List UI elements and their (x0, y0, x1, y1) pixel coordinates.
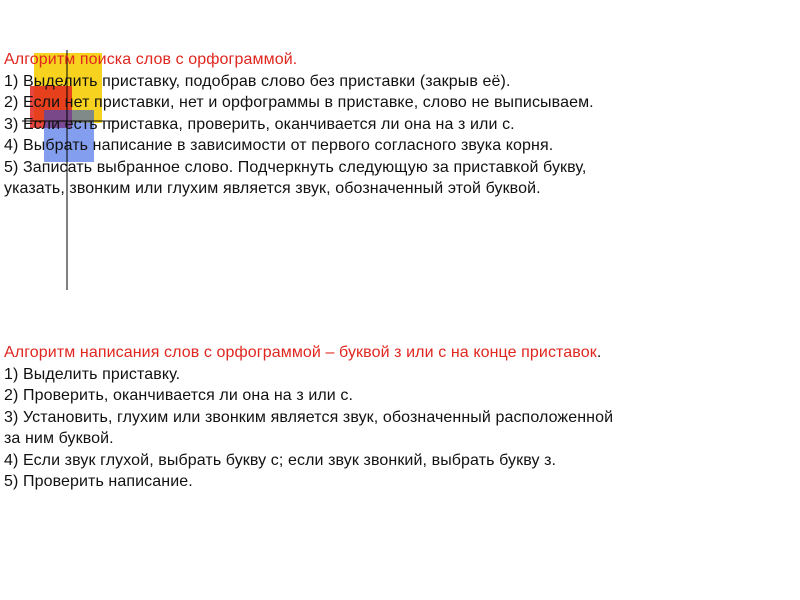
section2-title-line (4, 342, 613, 364)
section2-step-5: 5) Проверить написание. (4, 473, 193, 490)
algorithm-search-section (4, 49, 594, 200)
section2-step-3-cont: за ним буквой. (4, 430, 114, 447)
section2-step-3: 3) Установить, глухим или звонким является звук, обозначенный расположенной (4, 408, 614, 426)
section1-step-1: 1) Выделить приставку, подобрав слово без приставки (закрыв её). (4, 72, 511, 90)
section1-title: Алгоритм поиска слов с орфограммой. (4, 51, 298, 68)
section2-step-1: 1) Выделить приставку. (4, 365, 181, 383)
section1-step-2: 2) Если нет приставки, нет и орфограммы в приставке, слово не выписываем. (4, 94, 594, 111)
section2-step-4: 4) Если звук глухой, выбрать букву с; если звук звонкий, выбрать букву з. (4, 451, 557, 469)
section1-step-3: 3) Если есть приставка, проверить, оканчивается ли она на з или с. (4, 115, 515, 133)
section1-step-5-cont: указать, звонким или глухим является звук, обозначенный этой буквой. (4, 180, 541, 197)
section1-step-4: 4) Выбрать написание в зависимости от первого согласного звука корня. (4, 137, 554, 154)
algorithm-writing-section (4, 342, 613, 493)
section2-title-period: . (596, 344, 602, 361)
section1-step-5: 5) Записать выбранное слово. Подчеркнуть следующую за приставкой букву, (4, 158, 587, 176)
section2-title: Алгоритм написания слов с орфограммой – буквой з или с на конце приставок (4, 344, 597, 361)
section2-step-2: 2) Проверить, оканчивается ли она на з или с. (4, 387, 354, 404)
